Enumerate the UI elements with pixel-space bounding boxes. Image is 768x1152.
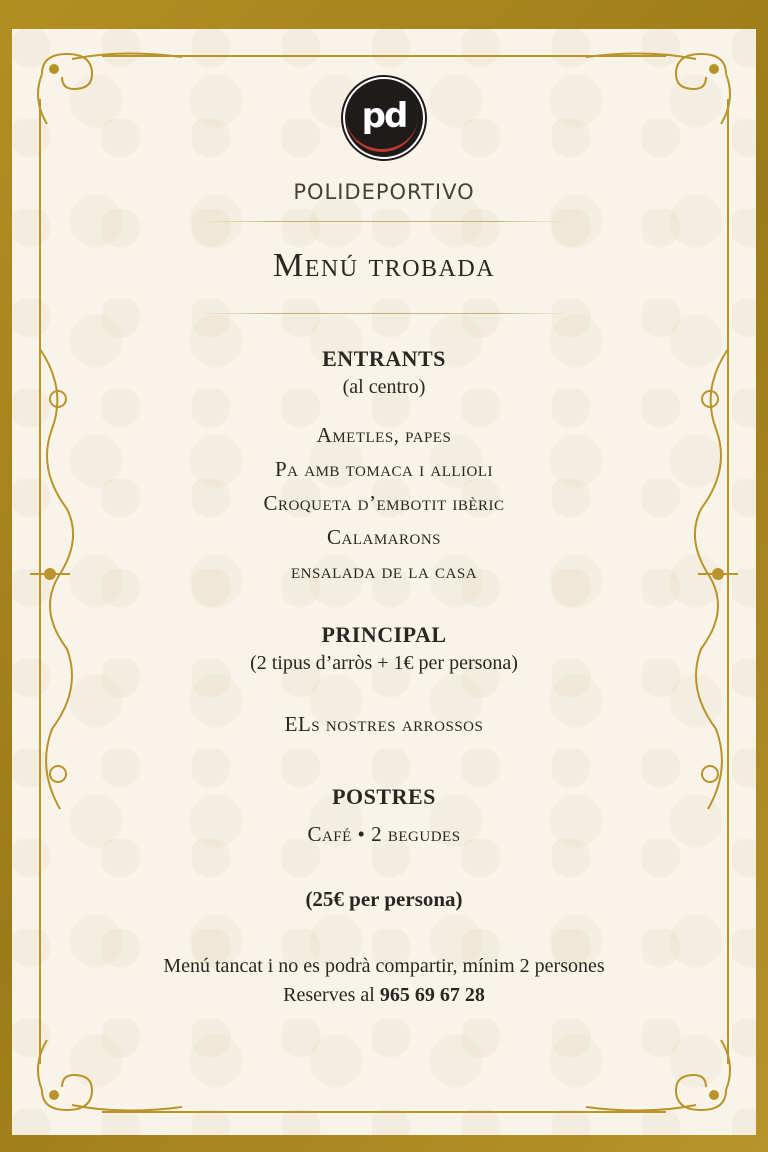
menu-item: Ametles, papes <box>316 423 452 447</box>
phone-number: 965 69 67 28 <box>379 984 485 1006</box>
menu-title: Menú trobada <box>272 247 496 284</box>
section-heading-entrants: ENTRANTS <box>322 346 446 371</box>
section-heading-postres: POSTRES <box>332 784 436 809</box>
menu-item: ensalada de la casa <box>290 559 478 583</box>
reservations-label: Reserves al <box>283 984 375 1006</box>
menu-item: ELs nostres arrossos <box>284 712 484 736</box>
menu-price: (25€ per persona) <box>305 887 463 911</box>
section-subtitle-entrants: (al centro) <box>342 376 426 398</box>
divider-bottom <box>200 313 568 314</box>
footer-reservations <box>0 984 768 1007</box>
menu-item: Café • 2 begudes <box>307 822 461 846</box>
menu-item: Pa amb tomaca i allioli <box>274 457 494 481</box>
menu-item: Croqueta d’embotit ibèric <box>263 491 505 515</box>
brand-logo <box>343 77 425 159</box>
divider-top <box>200 221 568 222</box>
section-subtitle-principal: (2 tipus d’arròs + 1€ per persona) <box>250 652 518 674</box>
footer-note: Menú tancat i no es podrà compartir, mínim 2 persones <box>163 955 605 977</box>
logo-text: pd <box>361 96 407 136</box>
brand-name: POLIDEPORTIVO <box>293 180 475 204</box>
section-heading-principal: PRINCIPAL <box>321 622 447 647</box>
menu-item: Calamarons <box>326 525 442 549</box>
